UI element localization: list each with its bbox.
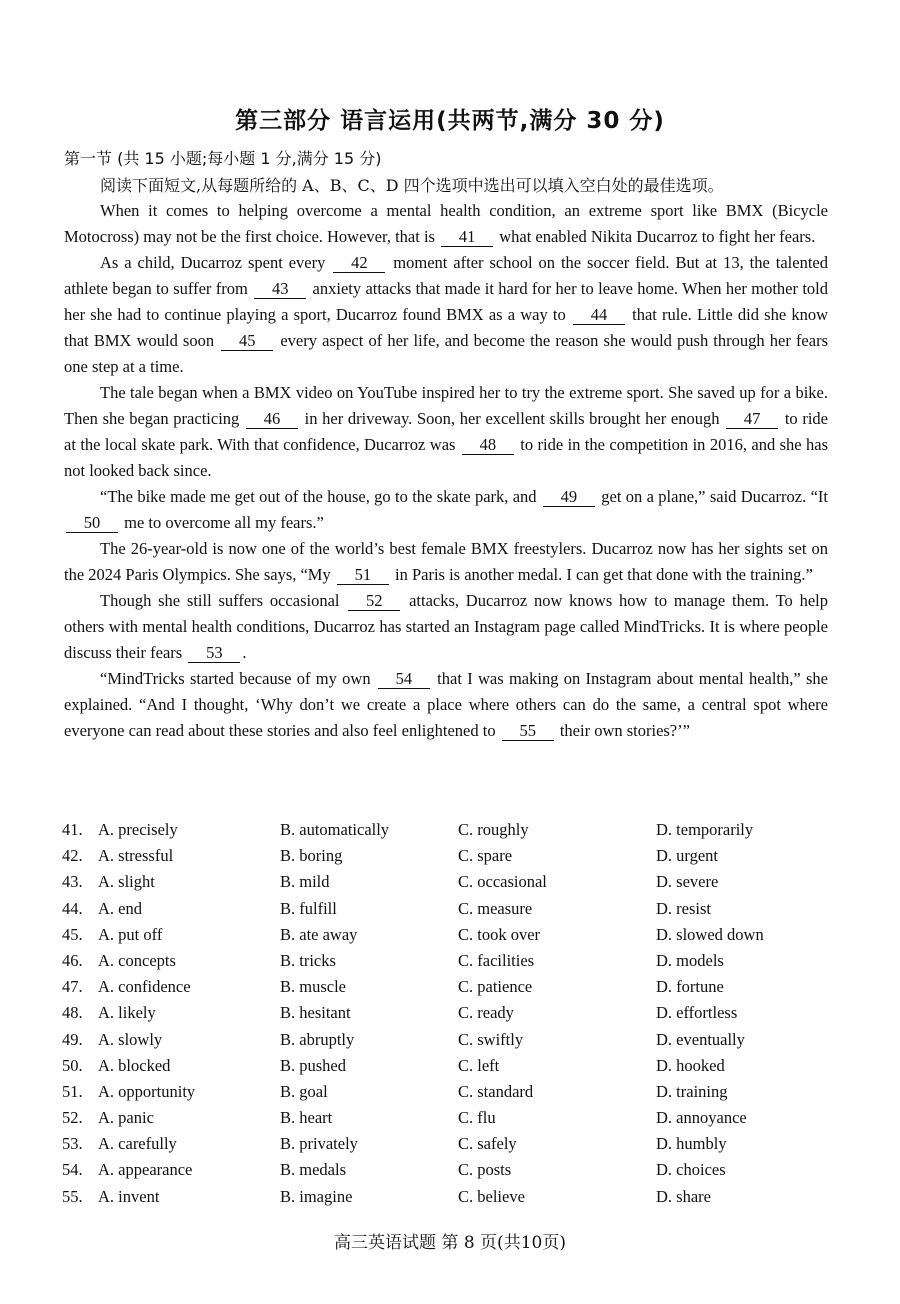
passage-text: . [242,643,247,662]
question-options-row [62,872,842,898]
blank-45: 45 [221,332,273,351]
option-d[interactable]: D. temporarily [656,820,754,839]
passage-text: attacks, Ducarroz now knows how to manage them. To help others with mental health conditions, Ducarroz has started an Instagram page called MindTricks. It is where people discuss their fears [64,591,828,662]
option-d[interactable]: D. fortune [656,977,724,997]
option-d[interactable]: D. slowed down [656,924,764,944]
option-c[interactable]: C. safely [458,1134,517,1154]
blank-47: 47 [726,410,778,429]
question-options-row [62,977,842,1003]
blank-49: 49 [543,488,595,507]
passage-text: every aspect of her life, and become the reason she would push through her fears one step at a time. [64,331,828,376]
option-d[interactable]: D. choices [656,1160,726,1180]
blank-41: 41 [441,228,493,247]
passage-text: anxiety attacks that made it hard for her to leave home. When her mother told her she had to continue playing a sport, Ducarroz found BMX as a way to [64,279,828,324]
passage-text: to ride at the local skate park. With that confidence, Ducarroz was [64,409,828,454]
option-d[interactable]: D. eventually [656,1029,745,1049]
option-d[interactable]: D. hooked [656,1055,725,1075]
option-c[interactable]: C. occasional [458,872,547,892]
question-options-row [62,1160,842,1186]
option-b[interactable]: B. tricks [280,950,336,970]
option-a[interactable]: A. confidence [98,977,191,997]
option-a[interactable]: A. likely [98,1003,156,1023]
instructions: 阅读下面短文,从每题所给的 A、B、C、D 四个选项中选出可以填入空白处的最佳选项。 [100,176,724,195]
option-a[interactable]: A. opportunity [98,1081,196,1101]
passage-text: in Paris is another medal. I can get that done with the training.” [390,565,813,584]
option-b[interactable]: B. muscle [280,977,346,997]
option-c[interactable]: C. took over [458,924,541,944]
blank-55: 55 [502,722,554,741]
blank-48: 48 [462,436,514,455]
option-a[interactable]: A. panic [98,1108,154,1128]
blank-42: 42 [333,254,385,273]
question-number: 51. [62,1081,83,1101]
question-number: 54. [62,1160,83,1180]
option-d[interactable]: D. share [656,1186,711,1206]
question-options-row [62,951,842,977]
option-a[interactable]: A. invent [98,1186,160,1206]
question-number: 46. [62,950,83,970]
option-b[interactable]: B. abruptly [280,1029,355,1049]
passage-text: what enabled Nikita Ducarroz to fight her fears. [495,227,816,246]
option-a[interactable]: A. concepts [98,950,176,970]
question-options-row [62,1030,842,1056]
option-b[interactable]: B. boring [280,846,343,866]
blank-52: 52 [348,592,400,611]
option-c[interactable]: C. roughly [458,820,529,839]
option-a[interactable]: A. slight [98,872,155,892]
question-number: 43. [62,872,83,892]
question-options-row [62,1108,842,1134]
option-b[interactable]: B. heart [280,1108,333,1128]
question-number: 53. [62,1134,83,1154]
option-b[interactable]: B. pushed [280,1055,346,1075]
question-number: 45. [62,924,83,944]
passage-text: “The bike made me get out of the house, go to the skate park, and [100,487,541,506]
option-a[interactable]: A. precisely [98,820,178,839]
paragraph-3 [64,380,828,484]
paragraph-7 [64,666,828,744]
answer-options [62,820,842,1213]
passage-text: that I was making on Instagram about mental health,” she explained. “And I thought, ‘Why don’t we create a place where others can do the same, a central spot where everyone can read about these stories and also feel enlightened to [64,669,829,740]
question-number: 44. [62,898,83,918]
option-d[interactable]: D. urgent [656,846,719,866]
paragraph-6 [64,588,828,666]
blank-43: 43 [254,280,306,299]
blank-51: 51 [337,566,389,585]
option-b[interactable]: B. ate away [280,924,358,944]
passage-text: that rule. Little did she know that BMX would soon [64,305,828,350]
option-d[interactable]: D. severe [656,872,719,892]
option-b[interactable]: B. mild [280,872,330,892]
passage-text: As a child, Ducarroz spent every [100,253,332,272]
blank-50: 50 [66,514,118,533]
question-number: 47. [62,977,83,997]
passage-text: The 26-year-old is now one of the world’s best female BMX freestylers. Ducarroz now has her sights set on the 2024 Paris Olympics. She says, “My [64,539,828,584]
question-number: 48. [62,1003,83,1023]
option-a[interactable]: A. stressful [98,846,174,866]
option-b[interactable]: B. hesitant [280,1003,351,1023]
option-c[interactable]: C. ready [458,1003,514,1023]
option-c[interactable]: C. posts [458,1160,512,1180]
option-c[interactable]: C. left [458,1055,500,1075]
blank-44: 44 [573,306,625,325]
paragraph-5 [64,536,828,588]
option-c[interactable]: C. facilities [458,950,535,970]
passage-text: in her driveway. Soon, her excellent skills brought her enough [299,409,725,428]
option-a[interactable]: A. carefully [98,1134,177,1154]
cloze-passage [64,198,828,744]
option-c[interactable]: C. patience [458,977,533,997]
option-c[interactable]: C. flu [458,1108,496,1128]
question-options-row [62,1056,842,1082]
paragraph-1 [64,198,828,250]
question-number: 50. [62,1055,83,1075]
passage-text: Though she still suffers occasional [100,591,347,610]
option-b[interactable]: B. medals [280,1160,346,1180]
passage-text: moment after school on the soccer field. But at 13, the talented athlete began to suffer from [64,253,828,298]
passage-text: The tale began when a BMX video on YouTube inspired her to try the extreme sport. She saved up for a bike. Then she began practicing [64,383,828,428]
option-d[interactable]: D. annoyance [656,1108,747,1128]
question-number: 41. [62,820,83,839]
option-b[interactable]: B. automatically [280,820,390,839]
option-d[interactable]: D. training [656,1081,728,1101]
question-options-row [62,1082,842,1108]
blank-53: 53 [188,644,240,663]
question-options-row [62,1134,842,1160]
option-c[interactable]: C. measure [458,898,533,918]
question-options-row [62,1003,842,1029]
question-options-row [62,846,842,872]
blank-54: 54 [378,670,430,689]
option-d[interactable]: D. resist [656,898,711,918]
part-title: 第三部分 语言运用(共两节,满分 30 分) [235,108,665,134]
option-c[interactable]: C. spare [458,846,513,866]
question-options-row [62,925,842,951]
passage-text: When it comes to helping overcome a mental health condition, an extreme sport like BMX (Bicycle Motocross) may not be the first choice. However, that is [64,201,828,246]
option-a[interactable]: A. slowly [98,1029,163,1049]
option-b[interactable]: B. fulfill [280,898,337,918]
option-d[interactable]: D. humbly [656,1134,727,1154]
question-number: 49. [62,1029,83,1049]
question-options-row [62,1187,842,1213]
option-a[interactable]: A. put off [98,924,163,944]
question-options-row [62,820,842,846]
option-c[interactable]: C. standard [458,1081,534,1101]
passage-text: their own stories?’” [555,721,690,740]
option-c[interactable]: C. swiftly [458,1029,524,1049]
question-number: 42. [62,846,83,866]
passage-text: get on a plane,” said Ducarroz. “It [596,487,828,506]
blank-46: 46 [246,410,298,429]
option-b[interactable]: B. privately [280,1134,358,1154]
paragraph-2 [64,250,828,380]
question-options-row [62,899,842,925]
option-d[interactable]: D. effortless [656,1003,738,1023]
option-a[interactable]: A. appearance [98,1160,193,1180]
option-c[interactable]: C. believe [458,1186,525,1206]
section-heading: 第一节 (共 15 小题;每小题 1 分,满分 15 分) [64,149,382,168]
passage-text: “MindTricks started because of my own [100,669,376,688]
passage-text: to ride in the competition in 2016, and she has not looked back since. [64,435,828,480]
option-d[interactable]: D. models [656,950,724,970]
question-number: 55. [62,1186,83,1206]
option-b[interactable]: B. goal [280,1081,328,1101]
page-footer: 高三英语试题 第 8 页(共10页) [334,1233,566,1253]
option-b[interactable]: B. imagine [280,1186,353,1206]
option-a[interactable]: A. blocked [98,1055,171,1075]
paragraph-4 [64,484,828,536]
option-a[interactable]: A. end [98,898,142,918]
question-number: 52. [62,1108,83,1128]
passage-text: me to overcome all my fears.” [120,513,324,532]
